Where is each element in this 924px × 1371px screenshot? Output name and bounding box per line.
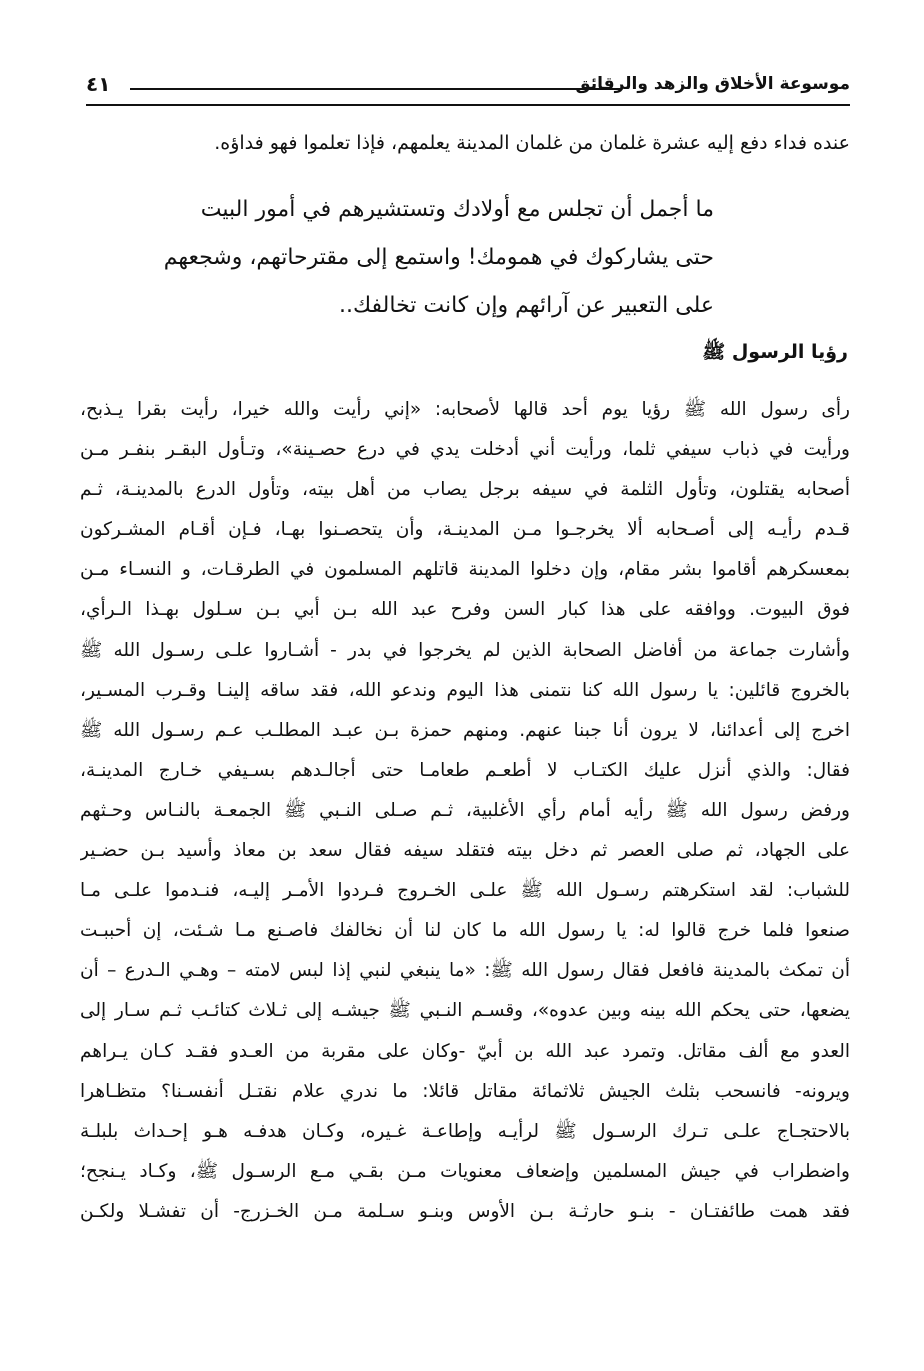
body-line: ورأيت في ذباب سيفي ثلما، ورأيت أني أدخلت يدي في درع حصـينة»، وتـأول البقـر بنفـر مـن [80,439,850,461]
header-rule [130,88,620,90]
body-line: رأى رسول الله ﷺ رؤيا يوم أحد قالها لأصحابه: «إني رأيت والله خيرا، رأيت بقرا يـذبح، [80,399,850,420]
body-line: فقد همت طائفتـان - بنـو حارثـة بـن الأوس وبنـو سـلمة مـن الخـزرج- أن تفشـلا ولكـن [80,1200,850,1222]
quote-line: حتى يشاركوك في همومك! واستمع إلى مقترحاتهم، وشجعهم [163,245,714,270]
body-line: وأشارت جماعة من أفاضل الصحابة الذين لم يخرجوا في بدر - أشـاروا علـى رسـول الله ﷺ [80,639,850,661]
body-line: أصحابه يقتلون، وتأول الثلمة في سيفه برجل يصاب من أهل بيته، وتأول الدرع بالمدينـة، ثـم [80,479,850,501]
body-line: على الجهاد، ثم صلى العصر ثم دخل بيته فتقلد سيفه فقال سعد بن معاذ وأسيد بـن حضـير [80,840,850,862]
body-paragraph [80,390,850,1232]
quote-line: على التعبير عن آرائهم وإن كانت تخالفك.. [339,293,714,318]
page-header [86,70,850,106]
body-line: فوق البيوت. ووافقه على هذا كبار السن وفرح عبد الله بـن أبي بـن سـلول بهـذا الـرأي، [80,599,850,621]
body-line: بالاحتجـاج علـى تـرك الرسـول ﷺ لرأيـه وإطاعـة غـيره، وكـان هدفـه هـو إحـداث بلبلـة [80,1120,850,1142]
body-line: أن تمكث بالمدينة فافعل فقال رسول الله ﷺ: «ما ينبغي لنبي إذا لبس لامته – وهـي الـدرع – أن [80,960,850,982]
body-line: للشباب: لقد استكرهتم رسـول الله ﷺ علـى الخـروج فـردوا الأمـر إليـه، فنـدموا علـى مـا [80,880,850,902]
body-line: صنعوا فلما خرج قالوا له: يا رسول الله ما كان لنا أن نخالفك فاصـنع مـا شـئت، إن أحببـت [80,920,850,942]
body-line: واضطراب في جيش المسلمين وإضعاف معنويات مـن بقـي مـع الرسـول ﷺ، وكـاد يـنجح؛ [80,1160,850,1182]
book-title: موسوعة الأخلاق والزهد والرقائق [575,74,850,94]
body-line: قـدم رأيـه إلى أصـحابه ألا يخرجـوا مـن المدينـة، وأن يتحصـنوا بهـا، فـإن أقـام المشـركون [80,519,850,541]
quote-line: ما أجمل أن تجلس مع أولادك وتستشيرهم في أمور البيت [200,197,714,222]
section-heading: رؤيا الرسول ﷺ [702,341,848,363]
body-line: فقال: والذي أنزل عليك الكتـاب لا أطعـم طعامـا حتى أجالـدهم بسـيفي خـارج المدينـة، [80,759,850,781]
body-line: ويرونه- فانسحب بثلث الجيش ثلاثمائة مقاتل قائلا: ما ندري علام نقتـل أنفسـنا؟ متظـاهرا [80,1080,850,1102]
page-number: ٤١ [86,72,111,96]
body-line: اخرج إلى أعدائنا، لا يرون أنا جبنا عنهم. ومنهم حمزة بـن عبـد المطلـب عـم رسـول الله ﷺ [80,719,850,741]
body-line: بالخروج قائلين: يا رسول الله كنا نتمنى هذا اليوم وندعو الله، فقد ساقه إلينـا وقـرب المسـير، [80,679,850,701]
highlighted-quote [154,186,714,330]
body-line: ورفض رسول الله ﷺ رأيه أمام رأي الأغلبية، ثـم صـلى النـبي ﷺ الجمعـة بالنـاس وحـثهم [80,799,850,821]
intro-line: عنده فداء دفع إليه عشرة غلمان من غلمان المدينة يعلمهم، فإذا تعلموا فهو فداؤه. [214,132,850,154]
body-line: العدو مع ألف مقاتل. وتمرد عبد الله بن أبيّ -وكان على مقربة من العـدو فقـد كـان يـراهم [80,1040,850,1062]
header-divider [86,104,850,106]
body-line: يضعها، حتى يحكم الله بينه وبين عدوه»، وقسـم النـبي ﷺ جيشـه إلى ثـلاث كتائـب ثـم سـار إلى [80,1000,850,1022]
body-line: بمعسكرهم أقاموا بشر مقام، وإن دخلوا المدينة قاتلهم المسلمون في الطرقـات، و النسـاء مـن [80,559,850,581]
